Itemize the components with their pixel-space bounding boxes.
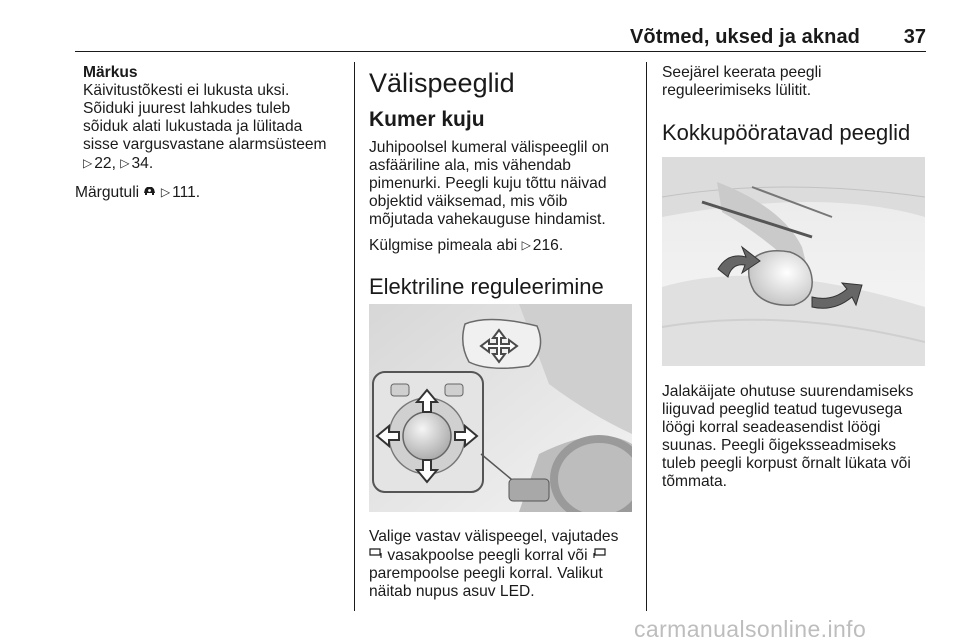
- anti-theft-car-icon: [143, 183, 156, 201]
- mirror-switch-figure: [369, 304, 632, 512]
- note-line: Sõiduki juurest lahkudes tuleb: [83, 100, 291, 117]
- folding-line: tuleb peegli korpust õrnalt lükata või: [662, 455, 911, 472]
- folding-line: tõmmata.: [662, 473, 727, 490]
- mirror-select-text: [369, 528, 639, 601]
- select-line-with-icon: [369, 546, 639, 565]
- folding-mirror-figure: [662, 157, 925, 366]
- right-column-top: [662, 64, 930, 146]
- select-line: näitab nupus asuv LED.: [369, 583, 535, 600]
- left-mirror-select-icon: [369, 546, 383, 564]
- note-box: [83, 64, 348, 173]
- convex-line: objektid väiksemad, mis võib: [369, 193, 568, 210]
- folding-line: liiguvad peeglid teatud tugevusega: [662, 401, 903, 418]
- convex-line: asfääriline ala, mis vähendab: [369, 157, 571, 174]
- folding-line: löögi korral seadeasendist löögi: [662, 419, 881, 436]
- convex-line: Juhipoolsel kumeral välispeeglil on: [369, 139, 610, 156]
- convex-line: mõjutada vahekauguse hindamist.: [369, 211, 606, 228]
- blind-spot-line: [369, 236, 639, 255]
- intro-line: Seejärel keerata peegli: [662, 64, 822, 81]
- right-mirror-select-icon: [592, 546, 606, 564]
- select-line: parempoolse peegli korral. Valikut: [369, 565, 603, 582]
- electric-heading: Elektriline reguleerimine: [369, 274, 604, 299]
- running-header-title: Võtmed, uksed ja aknad: [629, 26, 860, 48]
- reference-arrow-icon: ▷: [160, 185, 171, 199]
- select-line: vasakpoolse peegli korral või: [387, 547, 588, 564]
- tell-tale-ref[interactable]: 111.: [172, 184, 201, 201]
- page-number: 37: [903, 26, 926, 48]
- folding-line: suunas. Peegli õigeksseadmiseks: [662, 437, 897, 454]
- tell-tale-line: [75, 183, 350, 202]
- watermark: carmanualsonline.info: [634, 616, 867, 642]
- folding-line: Jalakäijate ohutuse suurendamiseks: [662, 383, 914, 400]
- middle-column-top: [369, 67, 639, 300]
- reference-arrow-icon: ▷: [521, 238, 531, 252]
- note-refs: [83, 154, 348, 173]
- folding-heading: Kokkupööratavad peeglid: [662, 120, 911, 145]
- note-line: Käivitustõkesti ei lukusta uksi.: [83, 82, 290, 99]
- note-line: sõiduk alati lukustada ja lülitada: [83, 118, 303, 135]
- note-label: Märkus: [83, 64, 138, 81]
- blind-spot-ref[interactable]: 216.: [532, 237, 564, 254]
- header-rule: [75, 51, 926, 52]
- column-divider-2: [646, 62, 647, 611]
- note-ref-2[interactable]: 34.: [131, 155, 154, 172]
- section-heading: Välispeeglid: [369, 68, 515, 98]
- blind-spot-text: Külgmise pimeala abi: [369, 237, 518, 254]
- convex-line: pimenurki. Peegli kuju tõttu näivad: [369, 175, 607, 192]
- subsection-heading: Kumer kuju: [369, 108, 485, 131]
- note-ref-1[interactable]: 22,: [94, 155, 121, 172]
- reference-arrow-icon: ▷: [120, 156, 130, 170]
- note-line: sisse vargusvastane alarmsüsteem: [83, 136, 327, 153]
- folding-text: [662, 383, 932, 491]
- column-divider-1: [354, 62, 355, 611]
- reference-arrow-icon: ▷: [83, 156, 93, 170]
- intro-line: reguleerimiseks lülitit.: [662, 82, 812, 99]
- select-line: Valige vastav välispeegel, vajutades: [369, 528, 619, 545]
- tell-tale-label: Märgutuli: [75, 184, 140, 201]
